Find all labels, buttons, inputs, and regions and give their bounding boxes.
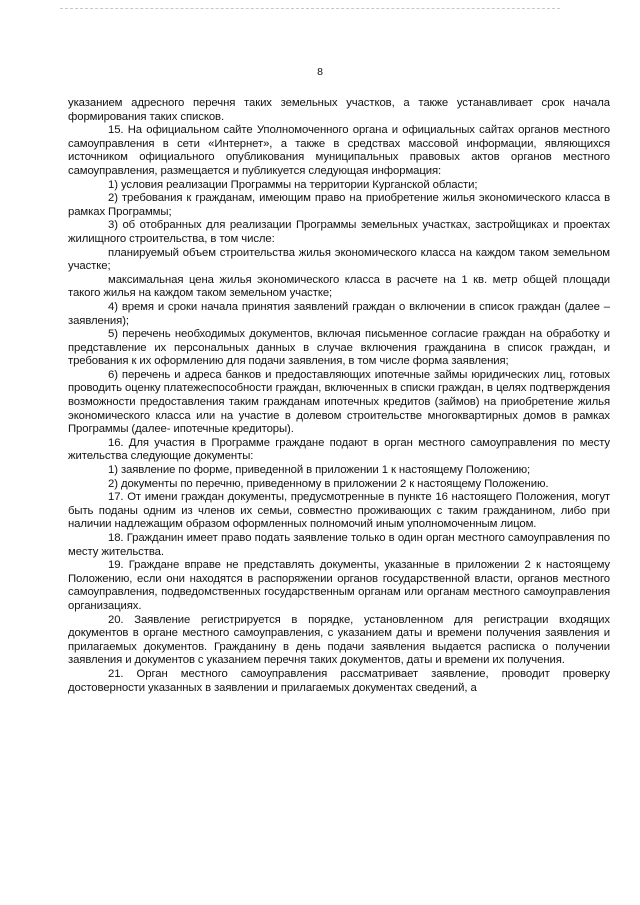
paragraph-item-18: 18. Гражданин имеет право подать заявление только в один орган местного самоуправления по месту жительства. — [68, 532, 610, 558]
paragraph-subitem-6: 6) перечень и адреса банков и предоставляющих ипотечные займы юридических лиц, готовых проводить оценку платежеспособности граждан, включенных в списки граждан, в целях подтверждения возможности предоставления таким гражданам ипотечных кредитов (займов) на приобретение жилья экономического класса или на участие в долевом строительстве многоквартирных домов в рамках Программы (далее- ипотечные кредиторы). — [68, 368, 610, 436]
paragraph-subitem-1: 1) условия реализации Программы на территории Курганской области; — [108, 178, 478, 191]
paragraph-item-20: 20. Заявление регистрируется в порядке, установленном для регистрации входящих документов в органе местного самоуправления, с указанием даты и времени получения заявления и прилагаемых документов. Гражданину в день подачи заявления выдается расписка о получении заявления и документов с указанием перечня таких документов, даты и времени их получения. — [68, 613, 610, 667]
paragraph-item-19: 19. Граждане вправе не представлять документы, указанные в приложении 2 к настоящему Положению, если они находятся в распоряжении органов государственной власти, органов местного самоуправления, подведомственных государственным органам или органам местного самоуправления организациях. — [68, 559, 610, 612]
scan-edge-artifact — [60, 8, 560, 9]
paragraph-item-21: 21. Орган местного самоуправления рассматривает заявление, проводит проверку достоверности указанных в заявлении и прилагаемых документах сведений, а — [68, 667, 610, 694]
paragraph-subitem-5: 5) перечень необходимых документов, включая письменное согласие граждан на обработку и представление их персональных данных в случае включения гражданина в список граждан, и требования к их оформлению для подачи заявления, в том числе форма заявления; — [68, 328, 610, 368]
paragraph-item-15: 15. На официальном сайте Уполномоченного органа и официальных сайтах органов местного самоуправления в сети «Интернет», а также в средствах массовой информации, являющихся источником официального опубликования муниципальных правовых актов органов местного самоуправления, размещается и публикуется следующая информация: — [68, 124, 610, 177]
paragraph-item-16-sub-2: 2) документы по перечню, приведенному в приложении 2 к настоящему Положению. — [108, 477, 549, 490]
document-body — [68, 97, 610, 695]
paragraph-continuation: указанием адресного перечня таких земельных участков, а также устанавливает срок начала формирования таких списков. — [68, 97, 610, 123]
paragraph-subitem-3: 3) об отобранных для реализации Программы земельных участках, застройщиках и проектах жилищного строительства, в том числе: — [68, 219, 610, 245]
paragraph-item-16-sub-1: 1) заявление по форме, приведенной в приложении 1 к настоящему Положению; — [108, 464, 531, 477]
page-number: 8 — [317, 66, 323, 78]
paragraph-item-17: 17. От имени граждан документы, предусмотренные в пункте 16 настоящего Положения, могут быть поданы одним из членов их семьи, совместно проживающих с таким гражданином, либо при наличии надлежащим образом оформленных полномочий иным уполномоченным лицом. — [68, 491, 610, 531]
paragraph-item-16: 16. Для участия в Программе граждане подают в орган местного самоуправления по месту жительства следующие документы: — [68, 436, 610, 463]
paragraph-subitem-3-volume: планируемый объем строительства жилья экономического класса на каждом таком земельном участке; — [68, 246, 610, 273]
paragraph-subitem-2: 2) требования к гражданам, имеющим право на приобретение жилья экономического класса в рамках Программы; — [68, 192, 610, 218]
paragraph-subitem-3-price: максимальная цена жилья экономического класса в расчете на 1 кв. метр общей площади такого жилья на каждом таком земельном участке; — [68, 273, 610, 300]
paragraph-subitem-4: 4) время и сроки начала принятия заявлений граждан о включении в список граждан (далее – заявления); — [68, 300, 610, 327]
